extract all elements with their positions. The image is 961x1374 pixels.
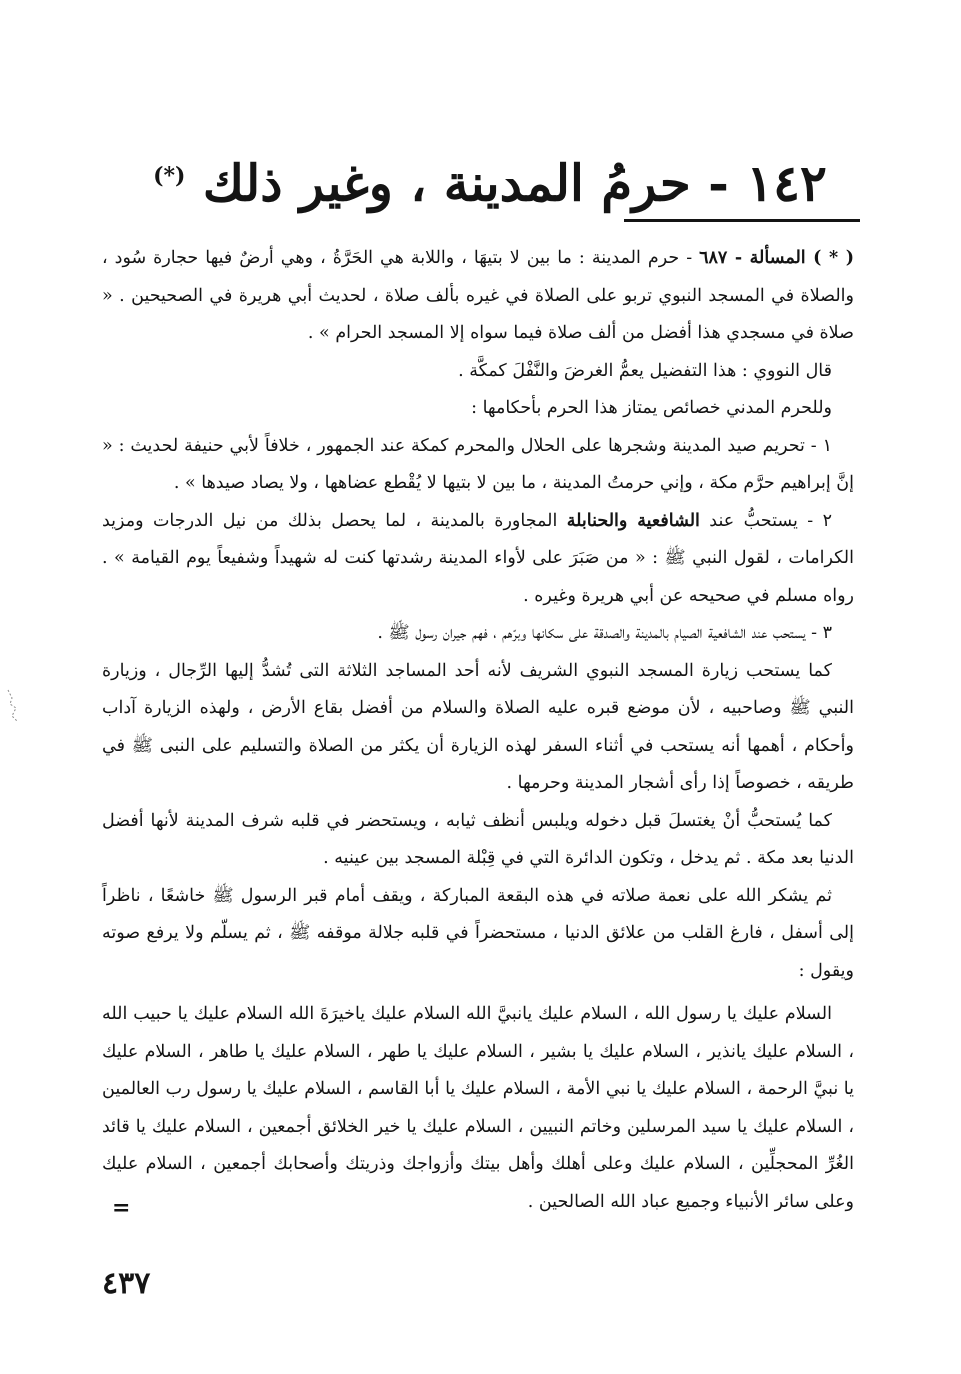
- page-body: [102, 240, 854, 1221]
- paragraph-nawawi: قال النووي : هذا التفضيل يعمُّ الغرضَ والنَّفْلَ كمكَّة .: [458, 360, 832, 381]
- chapter-title-text: ١٤٢ - حرمُ المدينة ، وغير ذلك: [202, 153, 827, 213]
- paragraph-point-3: ٣ - يستحب عند الشافعية الصيام بالمدينة والصدقة على سكانها وبرّهم ، فهم جيران رسول ﷺ .: [377, 623, 832, 643]
- margin-scribble-icon: [2, 686, 30, 726]
- point-2-post: المجاورة بالمدينة ، لما يحصل بذلك من نيل الدرجات ومزيد الكرامات ، لقول النبي ﷺ : « من صَبَرَ على لأواء المدينة رشدتها كنت له شهيداً وشفيعاً يوم القيامة » . رواه مسلم في صحيحه عن أبي هريرة وغيره .: [102, 510, 854, 606]
- issue-text: - حرم المدينة : ما بين لا بتيهَا ، واللابة هي الحَرَّةُ ، وهي أرضٌ فيها حجارة سُود ، والصلاة في المسجد النبوي تربو على الصلاة في غيره بألف صلاة ، لحديث أبي هريرة في الصحيحين . « صلاة في مسجدي هذا أفضل من ألف صلاة فيما سواه إلا المسجد الحرام » .: [102, 248, 854, 343]
- paragraph-bathing: كما يُستحبُّ أنْ يغتسلَ قبل دخوله ويلبس أنظف ثيابه ، ويستحضر في قلبه شرف المدينة لأنها أفضل الدنيا بعد مكة . ثم يدخل ، وتكون الدائرة التي في قِبْلة المسجد بين عينيه .: [102, 810, 854, 868]
- paragraph-point-1: ١ - تحريم صيد المدينة وشجرها على الحلال والمحرم كمكة عند الجمهور ، خلافاً لأبي حنيفة لحديث : « إنَّ إبراهيم حرَّم مكة ، وإني حرمتُ المدينة ، ما بين لا بتيها لا يُقْطع عضاهها ، ولا يصاد صيدها » .: [102, 435, 854, 493]
- chapter-title: [150, 136, 830, 224]
- paragraph-salutations: السلام عليك يا رسول الله ، السلام عليك يانبيَّ الله السلام عليك ياخيرَةَ الله السلام عليك يا حبيب الله ، السلام عليك يانذير ، السلام عليك يا بشير ، السلام عليك يا طهر ، السلام عليك يا طاهر ، السلام عليك يا نبيَّ الرحمة ، السلام عليك يا نبي الأمة ، السلام عليك يا أبا القاسم ، السلام عليك يا رسول رب العالمين ، السلام عليك يا سيد المرسلين وخاتم النبيين ، السلام عليك يا خير الخلائق أجمعين ، السلام عليك يا قائد الغُرِّ المحجلِّين ، السلام عليك وعلى أهلك وأهل بيتك وأزواجك وذريتك وأصحابك أجمعين ، السلام عليك وعلى سائر الأنبياء وجميع عباد الله الصالحين .: [102, 1004, 854, 1212]
- paragraph-point-2: [102, 503, 854, 616]
- title-footnote-mark: (*): [153, 163, 186, 189]
- point-2-pre: ٢ - يستحبُّ عند: [699, 510, 832, 531]
- continuation-mark: =: [112, 1195, 131, 1221]
- paragraph-characteristics-intro: وللحرم المدني خصائص يمتاز هذا الحرم بأحكامها :: [471, 398, 832, 418]
- paragraph-gratitude: ثم يشكر الله على نعمة صلاته في هذه البقعة المباركة ، ويقف أمام قبر الرسول ﷺ خاشعًا ، ناظراً إلى أسفل ، فارغ القلب من علائق الدنيا ، مستحضراً في قلبه جلالة موقفه ﷺ ، ثم يسلّم ولا يرفع صوته ويقول :: [102, 885, 854, 981]
- title-divider: [624, 219, 860, 222]
- page-number: ٤٣٧: [102, 1266, 151, 1301]
- paragraph-visitation: كما يستحب زيارة المسجد النبوي الشريف لأنه أحد المساجد الثلاثة التى تُشدُّ إليها الرِّجال ، وزيارة النبي ﷺ وصاحبيه ، لأن موضع قبره عليه الصلاة والسلام من أفضل بقاع الأرض ، ولهذه الزيارة آداب وأحكام ، أهمها أنه يستحب في أثناء السفر لهذه الزيارة أن يكثر من الصلاة والتسليم على النبى ﷺ في طريقه ، خصوصاً إذا رأى أشجار المدينة وحرمها .: [102, 660, 854, 793]
- paragraph-issue-687: [102, 240, 854, 353]
- point-2-madhhab: الشافعية والحنابلة: [566, 510, 700, 531]
- issue-label: ( * ) المسألة - ٦٨٧: [699, 248, 854, 268]
